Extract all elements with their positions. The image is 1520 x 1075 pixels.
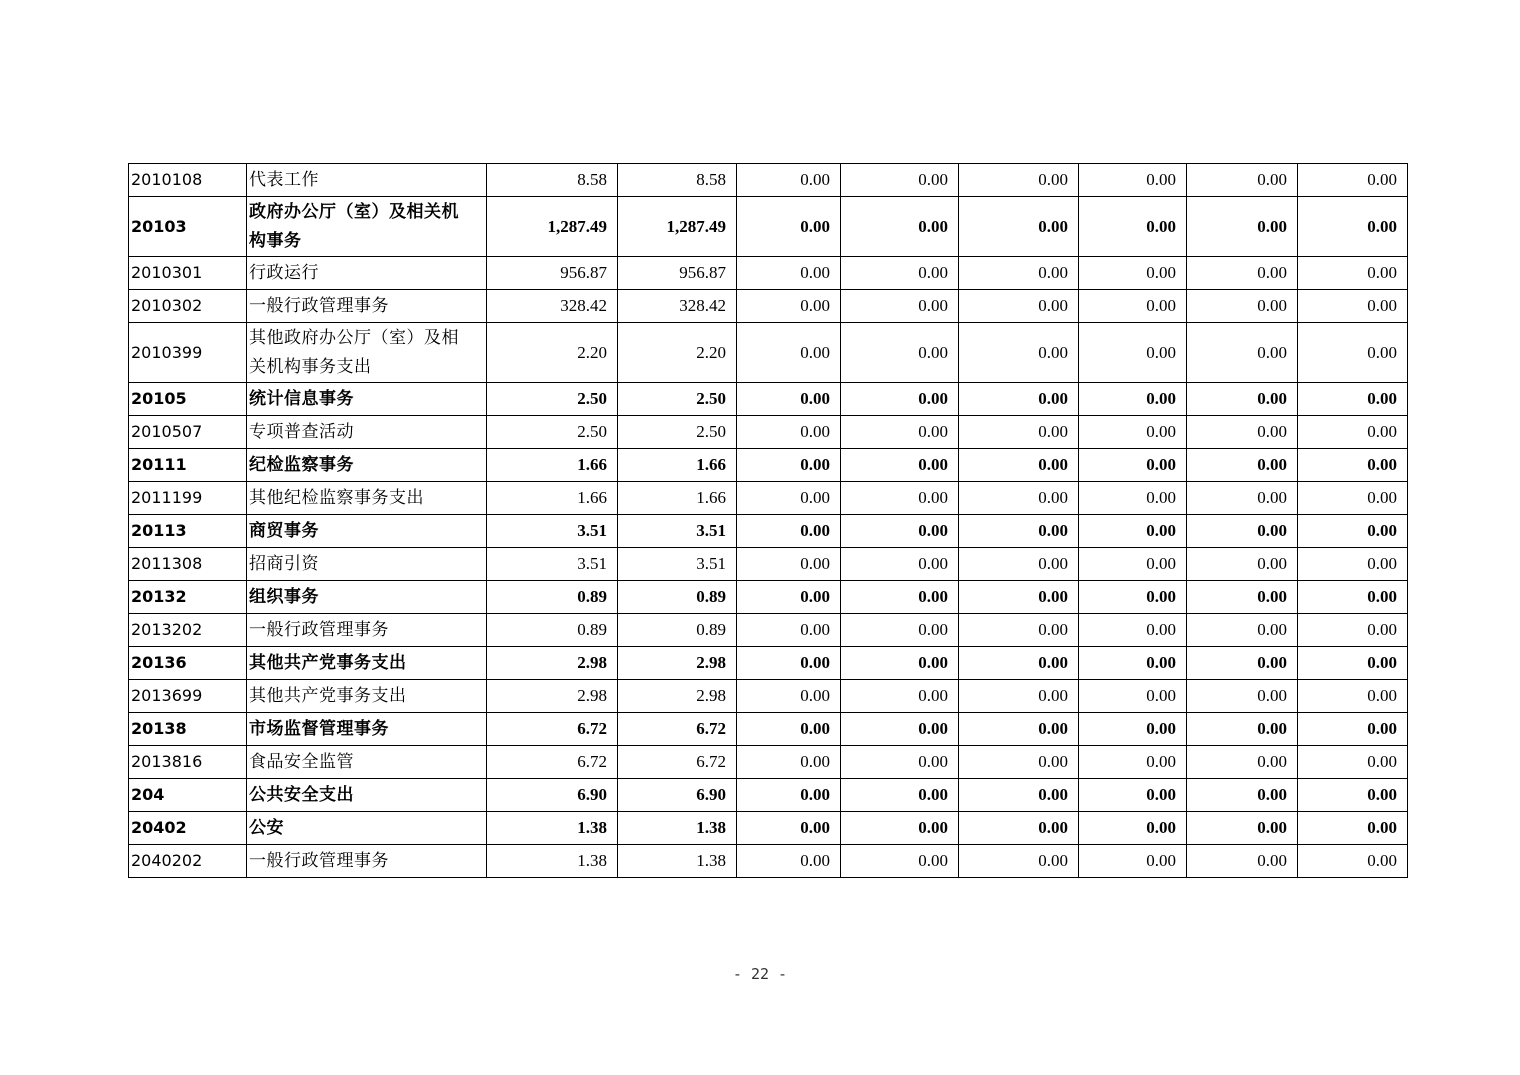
amount-cell: 0.00: [737, 164, 841, 197]
amount-cell: 0.00: [1298, 614, 1408, 647]
amount-cell: 0.00: [737, 647, 841, 680]
amount-cell: 0.00: [1298, 323, 1408, 383]
table-row: [129, 779, 1408, 812]
amount-cell: 0.00: [1187, 614, 1298, 647]
amount-cell: 0.00: [737, 482, 841, 515]
amount-cell: 0.00: [959, 290, 1079, 323]
amount-cell: 3.51: [487, 515, 618, 548]
table-row: [129, 197, 1408, 257]
amount-cell: 0.00: [1298, 383, 1408, 416]
amount-cell: 0.00: [959, 257, 1079, 290]
amount-cell: 0.00: [1079, 449, 1187, 482]
amount-cell: 328.42: [487, 290, 618, 323]
subject-code-cell: 2040202: [129, 845, 247, 878]
subject-name-cell: 其他共产党事务支出: [247, 680, 487, 713]
amount-cell: 0.00: [841, 164, 959, 197]
amount-cell: 0.00: [959, 164, 1079, 197]
amount-cell: 0.00: [1079, 680, 1187, 713]
amount-cell: 0.00: [959, 449, 1079, 482]
amount-cell: 0.00: [1187, 257, 1298, 290]
amount-cell: 2.98: [487, 680, 618, 713]
table-row: [129, 416, 1408, 449]
subject-name-cell: 政府办公厅（室）及相关机构事务: [247, 197, 487, 257]
amount-cell: 0.00: [959, 680, 1079, 713]
subject-code-cell: 20136: [129, 647, 247, 680]
subject-code-cell: 20138: [129, 713, 247, 746]
amount-cell: 0.00: [737, 713, 841, 746]
amount-cell: 0.00: [737, 548, 841, 581]
subject-code-cell: 2010507: [129, 416, 247, 449]
amount-cell: 0.00: [1079, 290, 1187, 323]
amount-cell: 2.50: [487, 416, 618, 449]
amount-cell: 0.00: [1079, 614, 1187, 647]
subject-name-cell: 代表工作: [247, 164, 487, 197]
amount-cell: 8.58: [487, 164, 618, 197]
subject-code-cell: 2010108: [129, 164, 247, 197]
amount-cell: 1,287.49: [618, 197, 737, 257]
amount-cell: 0.00: [841, 713, 959, 746]
amount-cell: 6.72: [487, 746, 618, 779]
page-number: - 22 -: [732, 965, 788, 983]
amount-cell: 0.00: [737, 416, 841, 449]
subject-name-cell: 其他共产党事务支出: [247, 647, 487, 680]
amount-cell: 2.98: [618, 647, 737, 680]
amount-cell: 0.00: [737, 257, 841, 290]
amount-cell: 0.00: [1298, 548, 1408, 581]
amount-cell: 0.00: [841, 197, 959, 257]
amount-cell: 328.42: [618, 290, 737, 323]
subject-name-cell: 一般行政管理事务: [247, 290, 487, 323]
amount-cell: 0.00: [1079, 416, 1187, 449]
amount-cell: 0.00: [841, 323, 959, 383]
amount-cell: 0.00: [737, 779, 841, 812]
table-row: [129, 257, 1408, 290]
amount-cell: 0.00: [959, 515, 1079, 548]
amount-cell: 0.00: [1298, 164, 1408, 197]
amount-cell: 0.00: [841, 548, 959, 581]
budget-expenditure-table: [128, 163, 1408, 878]
amount-cell: 0.00: [841, 845, 959, 878]
amount-cell: 0.00: [959, 647, 1079, 680]
amount-cell: 0.00: [1079, 713, 1187, 746]
amount-cell: 0.00: [841, 779, 959, 812]
amount-cell: 1.38: [487, 812, 618, 845]
amount-cell: 0.00: [841, 614, 959, 647]
subject-code-cell: 20105: [129, 383, 247, 416]
amount-cell: 0.00: [841, 482, 959, 515]
amount-cell: 956.87: [618, 257, 737, 290]
amount-cell: 0.00: [1298, 713, 1408, 746]
subject-name-cell: 组织事务: [247, 581, 487, 614]
subject-name-cell: 纪检监察事务: [247, 449, 487, 482]
amount-cell: 2.20: [618, 323, 737, 383]
subject-name-cell: 专项普查活动: [247, 416, 487, 449]
table-row: [129, 713, 1408, 746]
table-row: [129, 383, 1408, 416]
amount-cell: 0.00: [1298, 581, 1408, 614]
amount-cell: 0.00: [1187, 647, 1298, 680]
amount-cell: 0.00: [959, 197, 1079, 257]
table-row: [129, 845, 1408, 878]
amount-cell: 3.51: [618, 515, 737, 548]
subject-name-cell: 商贸事务: [247, 515, 487, 548]
amount-cell: 0.00: [1079, 383, 1187, 416]
subject-code-cell: 20111: [129, 449, 247, 482]
amount-cell: 0.00: [1187, 746, 1298, 779]
subject-code-cell: 2013202: [129, 614, 247, 647]
subject-code-cell: 20103: [129, 197, 247, 257]
amount-cell: 0.00: [1298, 449, 1408, 482]
amount-cell: 2.20: [487, 323, 618, 383]
amount-cell: 0.00: [841, 257, 959, 290]
amount-cell: 0.00: [959, 845, 1079, 878]
amount-cell: 0.00: [959, 713, 1079, 746]
amount-cell: 0.00: [1079, 779, 1187, 812]
amount-cell: 0.00: [1298, 416, 1408, 449]
amount-cell: 3.51: [487, 548, 618, 581]
amount-cell: 0.00: [1079, 164, 1187, 197]
amount-cell: 0.00: [1298, 290, 1408, 323]
amount-cell: 0.00: [1298, 746, 1408, 779]
amount-cell: 0.00: [1187, 290, 1298, 323]
amount-cell: 8.58: [618, 164, 737, 197]
amount-cell: 0.00: [959, 812, 1079, 845]
amount-cell: 0.00: [1187, 812, 1298, 845]
amount-cell: 0.00: [737, 197, 841, 257]
amount-cell: 0.00: [737, 680, 841, 713]
amount-cell: 1,287.49: [487, 197, 618, 257]
amount-cell: 0.00: [841, 416, 959, 449]
subject-code-cell: 2013816: [129, 746, 247, 779]
table-row: [129, 680, 1408, 713]
subject-name-cell: 招商引资: [247, 548, 487, 581]
amount-cell: 0.00: [1079, 647, 1187, 680]
amount-cell: 0.00: [959, 482, 1079, 515]
amount-cell: 0.00: [1298, 845, 1408, 878]
amount-cell: 2.50: [618, 383, 737, 416]
amount-cell: 0.00: [737, 581, 841, 614]
amount-cell: 0.00: [737, 845, 841, 878]
amount-cell: 6.90: [618, 779, 737, 812]
amount-cell: 1.66: [487, 482, 618, 515]
table-body: [129, 164, 1408, 878]
subject-name-cell: 公共安全支出: [247, 779, 487, 812]
amount-cell: 0.00: [1187, 449, 1298, 482]
subject-code-cell: 2010399: [129, 323, 247, 383]
amount-cell: 3.51: [618, 548, 737, 581]
amount-cell: 0.00: [1079, 812, 1187, 845]
subject-name-cell: 一般行政管理事务: [247, 845, 487, 878]
table-row: [129, 323, 1408, 383]
amount-cell: 0.00: [959, 581, 1079, 614]
amount-cell: 0.00: [841, 581, 959, 614]
amount-cell: 0.00: [737, 449, 841, 482]
amount-cell: 0.00: [1298, 680, 1408, 713]
subject-name-cell: 市场监督管理事务: [247, 713, 487, 746]
amount-cell: 0.00: [959, 746, 1079, 779]
subject-code-cell: 2011199: [129, 482, 247, 515]
subject-code-cell: 20113: [129, 515, 247, 548]
amount-cell: 0.00: [1079, 482, 1187, 515]
amount-cell: 0.00: [841, 290, 959, 323]
table-row: [129, 548, 1408, 581]
amount-cell: 0.00: [841, 680, 959, 713]
amount-cell: 0.00: [1079, 845, 1187, 878]
amount-cell: 0.00: [1079, 581, 1187, 614]
table-row: [129, 164, 1408, 197]
amount-cell: 0.00: [841, 746, 959, 779]
table-row: [129, 515, 1408, 548]
amount-cell: 0.89: [487, 581, 618, 614]
amount-cell: 0.00: [841, 449, 959, 482]
amount-cell: 0.00: [1187, 515, 1298, 548]
subject-name-cell: 其他纪检监察事务支出: [247, 482, 487, 515]
amount-cell: 0.89: [618, 614, 737, 647]
amount-cell: 0.00: [1079, 257, 1187, 290]
amount-cell: 1.38: [618, 845, 737, 878]
amount-cell: 0.00: [959, 323, 1079, 383]
amount-cell: 6.72: [487, 713, 618, 746]
amount-cell: 2.50: [487, 383, 618, 416]
amount-cell: 2.98: [618, 680, 737, 713]
amount-cell: 0.00: [1298, 482, 1408, 515]
amount-cell: 0.00: [1079, 197, 1187, 257]
table-row: [129, 581, 1408, 614]
amount-cell: 1.38: [487, 845, 618, 878]
amount-cell: 6.90: [487, 779, 618, 812]
subject-code-cell: 20402: [129, 812, 247, 845]
amount-cell: 0.89: [487, 614, 618, 647]
subject-name-cell: 一般行政管理事务: [247, 614, 487, 647]
amount-cell: 0.00: [959, 548, 1079, 581]
amount-cell: 6.72: [618, 746, 737, 779]
amount-cell: 1.66: [618, 449, 737, 482]
subject-name-cell: 统计信息事务: [247, 383, 487, 416]
amount-cell: 0.00: [959, 416, 1079, 449]
amount-cell: 956.87: [487, 257, 618, 290]
amount-cell: 0.00: [841, 647, 959, 680]
amount-cell: 2.50: [618, 416, 737, 449]
amount-cell: 0.00: [959, 614, 1079, 647]
amount-cell: 0.00: [1187, 383, 1298, 416]
amount-cell: 0.00: [1187, 779, 1298, 812]
amount-cell: 0.00: [1079, 323, 1187, 383]
amount-cell: 0.00: [1079, 515, 1187, 548]
subject-name-cell: 食品安全监管: [247, 746, 487, 779]
amount-cell: 0.00: [1187, 680, 1298, 713]
amount-cell: 0.00: [1187, 197, 1298, 257]
amount-cell: 0.00: [1298, 812, 1408, 845]
table-row: [129, 482, 1408, 515]
amount-cell: 0.89: [618, 581, 737, 614]
amount-cell: 0.00: [1187, 581, 1298, 614]
amount-cell: 0.00: [737, 746, 841, 779]
table-row: [129, 812, 1408, 845]
subject-name-cell: 行政运行: [247, 257, 487, 290]
amount-cell: 2.98: [487, 647, 618, 680]
amount-cell: 0.00: [737, 812, 841, 845]
table-row: [129, 647, 1408, 680]
subject-name-cell: 公安: [247, 812, 487, 845]
amount-cell: 6.72: [618, 713, 737, 746]
amount-cell: 0.00: [1298, 779, 1408, 812]
amount-cell: 0.00: [1187, 548, 1298, 581]
table-row: [129, 746, 1408, 779]
amount-cell: 0.00: [1298, 647, 1408, 680]
amount-cell: 1.66: [487, 449, 618, 482]
table-row: [129, 614, 1408, 647]
amount-cell: 0.00: [1187, 416, 1298, 449]
amount-cell: 0.00: [737, 383, 841, 416]
subject-code-cell: 2010302: [129, 290, 247, 323]
amount-cell: 0.00: [737, 323, 841, 383]
table-row: [129, 290, 1408, 323]
subject-code-cell: 2013699: [129, 680, 247, 713]
amount-cell: 0.00: [1298, 515, 1408, 548]
subject-code-cell: 20132: [129, 581, 247, 614]
amount-cell: 0.00: [1187, 845, 1298, 878]
amount-cell: 1.38: [618, 812, 737, 845]
amount-cell: 0.00: [841, 383, 959, 416]
amount-cell: 0.00: [737, 515, 841, 548]
table-row: [129, 449, 1408, 482]
subject-code-cell: 204: [129, 779, 247, 812]
amount-cell: 0.00: [841, 812, 959, 845]
amount-cell: 0.00: [959, 383, 1079, 416]
amount-cell: 1.66: [618, 482, 737, 515]
amount-cell: 0.00: [737, 290, 841, 323]
amount-cell: 0.00: [1079, 548, 1187, 581]
amount-cell: 0.00: [1298, 197, 1408, 257]
amount-cell: 0.00: [959, 779, 1079, 812]
subject-code-cell: 2010301: [129, 257, 247, 290]
amount-cell: 0.00: [1187, 713, 1298, 746]
amount-cell: 0.00: [1298, 257, 1408, 290]
subject-name-cell: 其他政府办公厅（室）及相关机构事务支出: [247, 323, 487, 383]
amount-cell: 0.00: [841, 515, 959, 548]
amount-cell: 0.00: [737, 614, 841, 647]
amount-cell: 0.00: [1187, 323, 1298, 383]
amount-cell: 0.00: [1079, 746, 1187, 779]
amount-cell: 0.00: [1187, 164, 1298, 197]
amount-cell: 0.00: [1187, 482, 1298, 515]
subject-code-cell: 2011308: [129, 548, 247, 581]
